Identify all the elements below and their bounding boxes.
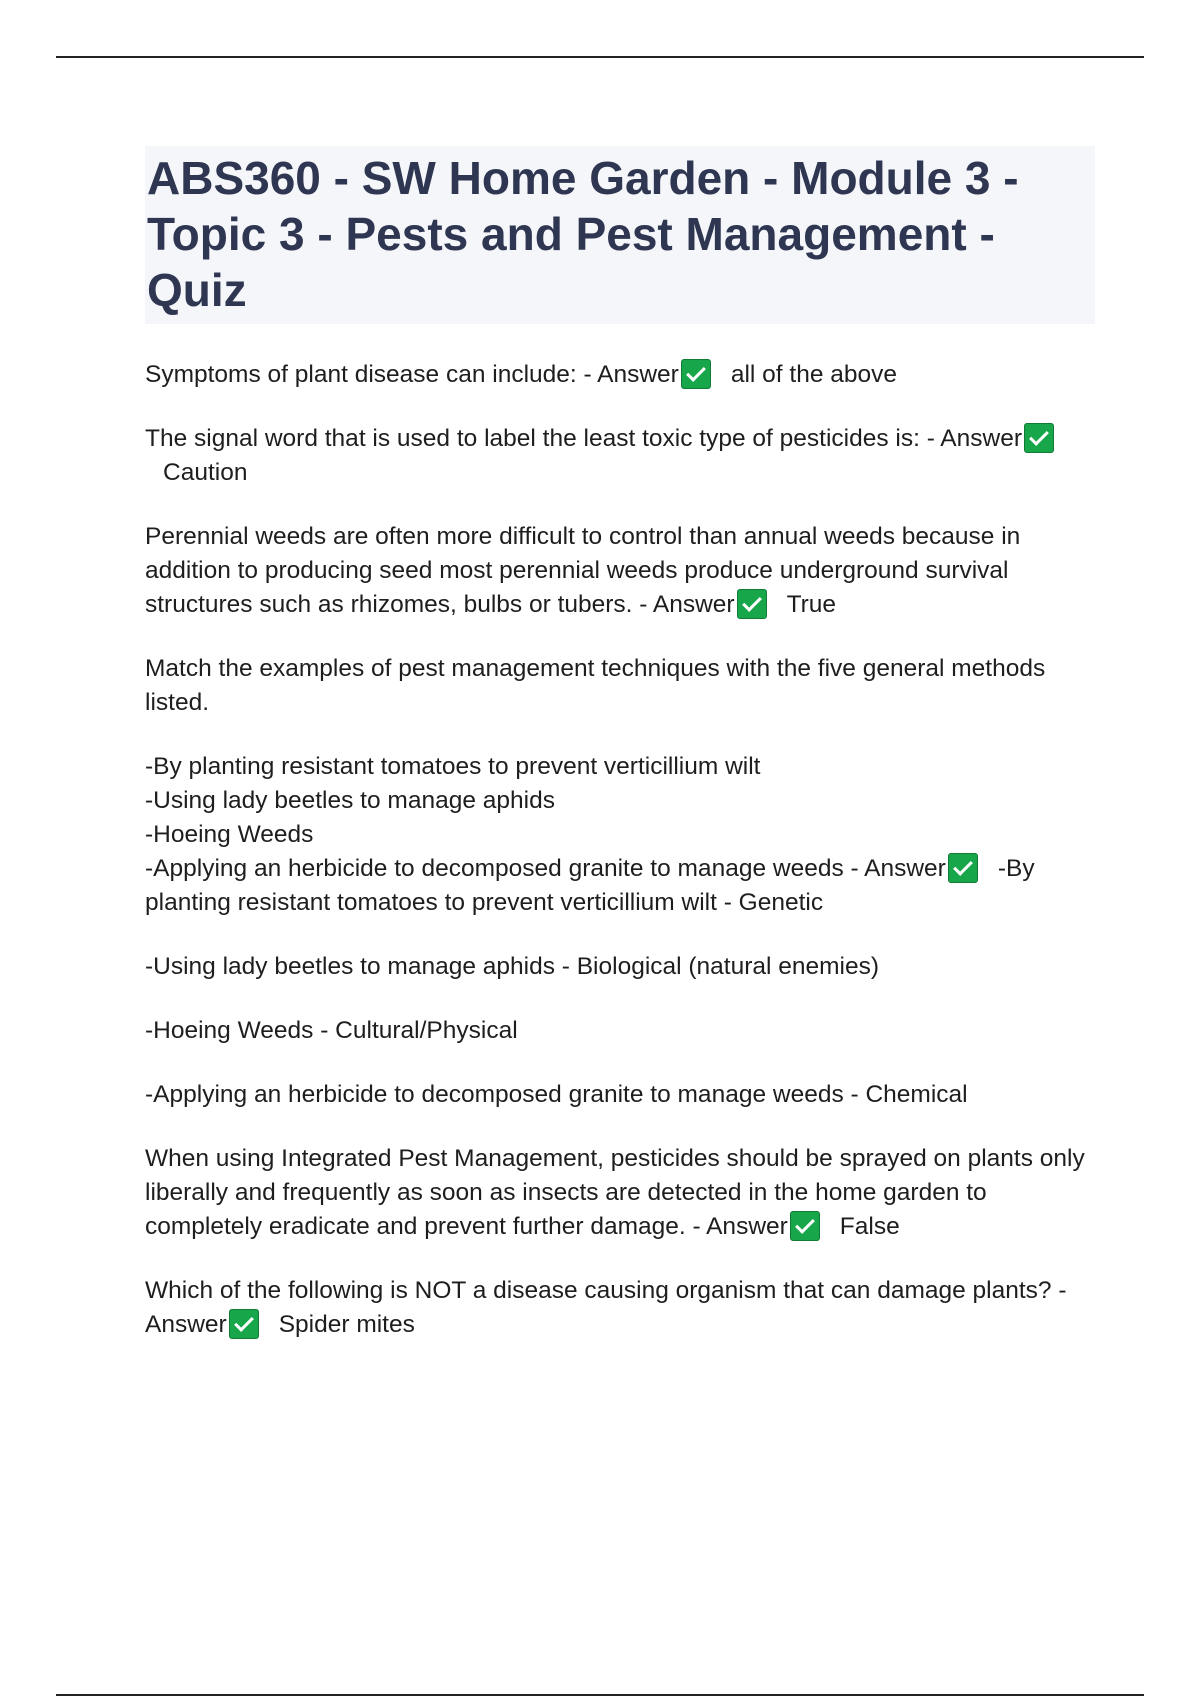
match-intro: Match the examples of pest management techniques with the five general methods listed. bbox=[145, 655, 1046, 716]
question-text: The signal word that is used to label the least toxic type of pesticides is: - Answer bbox=[145, 425, 1022, 452]
answer-text: False bbox=[839, 1213, 900, 1240]
match-item: -By planting resistant tomatoes to prevent verticillium wilt bbox=[145, 753, 761, 780]
answer-text: all of the above bbox=[730, 361, 898, 388]
question-text: Which of the following is NOT a disease causing organism that can damage plants? - Answer bbox=[145, 1277, 1067, 1338]
page-content bbox=[145, 146, 1095, 1372]
question-text: When using Integrated Pest Management, pesticides should be sprayed on plants only liberally and frequently as soon as insects are detected in the home garden to completely eradicate and prevent further damage. - Answer bbox=[145, 1145, 1085, 1240]
match-answer: -By planting resistant tomatoes to prevent verticillium wilt - Genetic bbox=[145, 855, 1035, 916]
qa-item-1 bbox=[145, 358, 1095, 392]
check-box-icon bbox=[229, 1309, 259, 1339]
answer-text: Spider mites bbox=[278, 1311, 415, 1338]
question-text: Symptoms of plant disease can include: - Answer bbox=[145, 361, 679, 388]
question-text: Perennial weeds are often more difficult to control than annual weeds because in addition to producing seed most perennial weeds produce underground survival structures such as rhizomes, bulbs or tubers. - Answer bbox=[145, 523, 1021, 618]
check-box-icon bbox=[948, 853, 978, 883]
check-box-icon bbox=[790, 1211, 820, 1241]
qa-item-2 bbox=[145, 422, 1095, 490]
qa-item-4 bbox=[145, 1142, 1095, 1244]
page-title: ABS360 - SW Home Garden - Module 3 - Topic 3 - Pests and Pest Management - Quiz bbox=[147, 152, 1019, 316]
match-item: -Using lady beetles to manage aphids bbox=[145, 787, 555, 814]
match-items bbox=[145, 750, 1095, 920]
qa-item-5 bbox=[145, 1274, 1095, 1342]
match-item-last: -Applying an herbicide to decomposed granite to manage weeds - Answer bbox=[145, 855, 946, 882]
match-answer: -Applying an herbicide to decomposed granite to manage weeds - Chemical bbox=[145, 1081, 968, 1108]
qa-item-3 bbox=[145, 520, 1095, 622]
match-item: -Hoeing Weeds bbox=[145, 821, 314, 848]
match-answer: -Hoeing Weeds - Cultural/Physical bbox=[145, 1017, 518, 1044]
check-box-icon bbox=[1024, 423, 1054, 453]
answer-text: True bbox=[786, 591, 837, 618]
bottom-rule bbox=[56, 1694, 1144, 1696]
match-answer: -Using lady beetles to manage aphids - Biological (natural enemies) bbox=[145, 953, 880, 980]
title-banner bbox=[145, 146, 1095, 324]
answer-text: Caution bbox=[163, 459, 248, 486]
check-box-icon bbox=[681, 359, 711, 389]
top-rule bbox=[56, 56, 1144, 58]
check-box-icon bbox=[737, 589, 767, 619]
